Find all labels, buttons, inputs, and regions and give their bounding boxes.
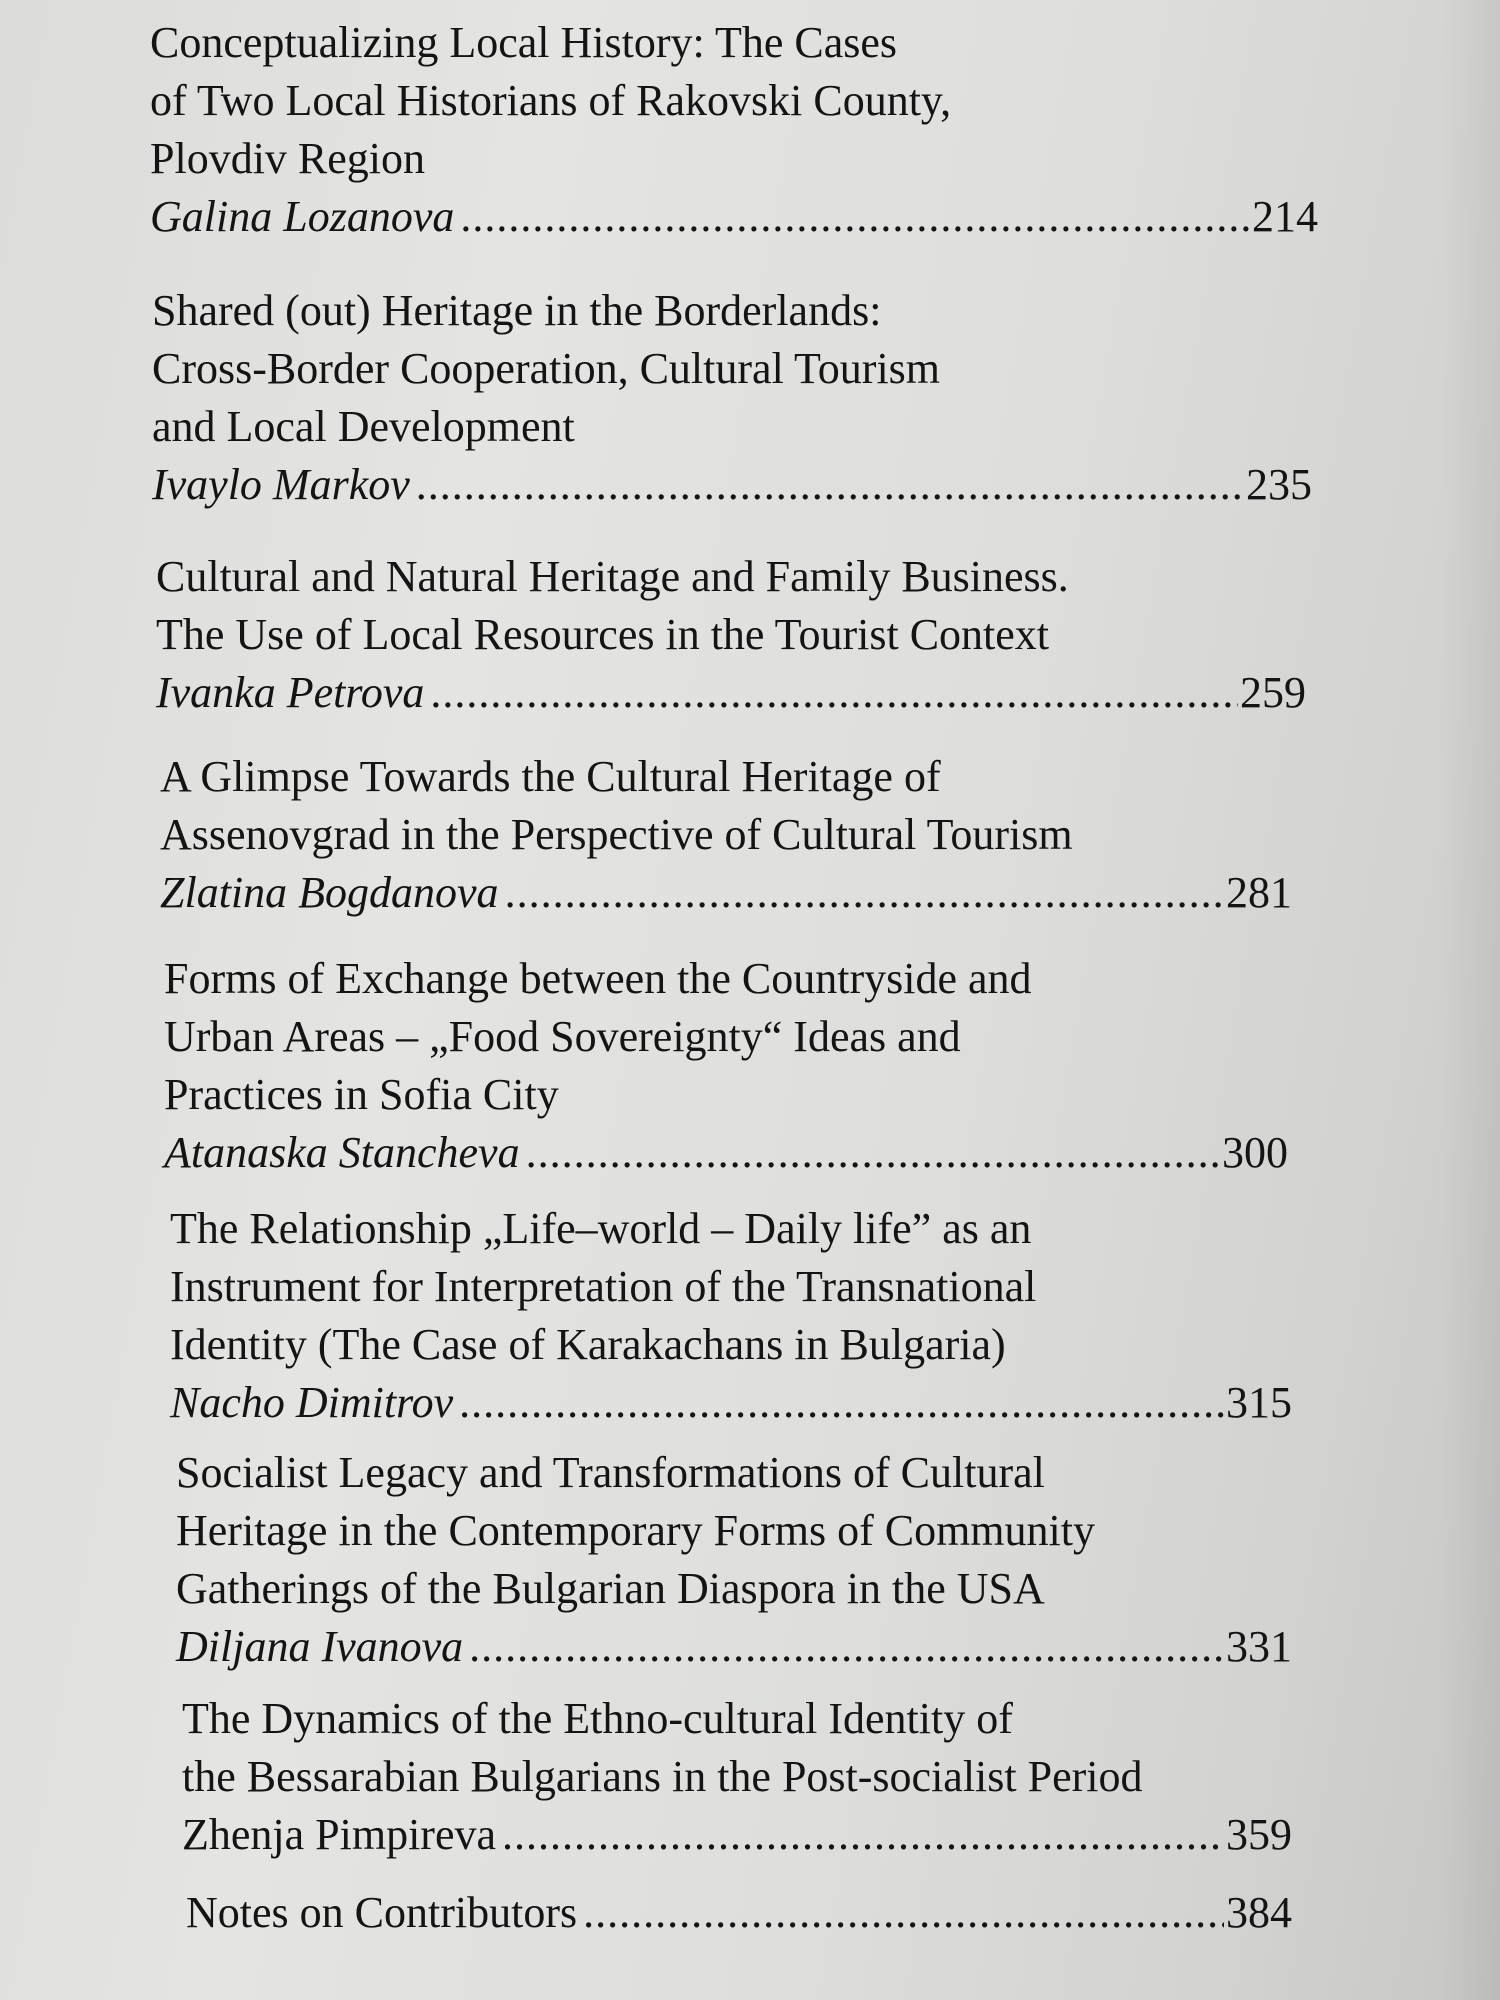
toc-entry — [170, 1200, 1330, 1432]
entry-title-line: Cultural and Natural Heritage and Family Business. — [156, 552, 1069, 601]
entry-page-number: 259 — [1240, 668, 1306, 717]
toc-entry — [152, 282, 1312, 514]
entry-title-line: Instrument for Interpretation of the Transnational — [170, 1262, 1037, 1311]
author-page-line — [150, 188, 1318, 246]
toc-entry — [176, 1444, 1336, 1676]
author-page-line — [156, 664, 1306, 722]
entry-author: Ivanka Petrova — [156, 668, 425, 717]
entry-title-line: and Local Development — [152, 402, 575, 451]
entry-author: Nacho Dimitrov — [170, 1378, 454, 1427]
author-page-line — [152, 456, 1312, 514]
entry-author: Atanaska Stancheva — [164, 1128, 520, 1177]
dot-leader — [526, 1124, 1220, 1182]
toc-entry — [156, 548, 1316, 722]
notes-on-contributors-label: Notes on Contributors — [186, 1888, 578, 1937]
entry-title-line: the Bessarabian Bulgarians in the Post-socialist Period — [182, 1752, 1143, 1801]
entry-title-line: Cross-Border Cooperation, Cultural Tourism — [152, 344, 941, 393]
entry-title-line: The Use of Local Resources in the Tourist Context — [156, 610, 1050, 659]
entry-title-line: Practices in Sofia City — [164, 1070, 559, 1119]
dot-leader — [416, 456, 1244, 514]
entry-title-line: Heritage in the Contemporary Forms of Community — [176, 1506, 1095, 1555]
dot-leader — [505, 864, 1224, 922]
entry-title-line: of Two Local Historians of Rakovski County, — [150, 76, 952, 125]
entry-title-line: Forms of Exchange between the Countryside and — [164, 954, 1032, 1003]
author-page-line — [164, 1124, 1288, 1182]
entry-author: Zlatina Bogdanova — [160, 868, 499, 917]
entry-author: Galina Lozanova — [150, 192, 455, 241]
toc-entry — [182, 1690, 1342, 1864]
dot-leader — [459, 1374, 1224, 1432]
entry-title-line: Socialist Legacy and Transformations of Cultural — [176, 1448, 1045, 1497]
author-page-line — [170, 1374, 1292, 1432]
entry-title-line: The Dynamics of the Ethno-cultural Identity of — [182, 1694, 1013, 1743]
entry-page-number: 214 — [1252, 192, 1318, 241]
entry-page-number: 359 — [1226, 1810, 1292, 1859]
dot-leader — [430, 664, 1238, 722]
entry-page-number: 281 — [1226, 868, 1292, 917]
entry-author: Zhenja Pimpireva — [182, 1810, 497, 1859]
page-edge-shadow — [1440, 0, 1500, 2000]
dot-leader — [469, 1618, 1224, 1676]
toc-entry — [186, 1868, 1346, 1942]
entry-page-number: 315 — [1226, 1378, 1292, 1427]
dot-leader — [583, 1884, 1224, 1942]
entry-author: Diljana Ivanova — [176, 1622, 464, 1671]
toc-entry — [160, 748, 1320, 922]
dot-leader — [502, 1806, 1224, 1864]
entry-title-line: A Glimpse Towards the Cultural Heritage of — [160, 752, 941, 801]
toc-entry — [164, 950, 1324, 1182]
entry-page-number: 331 — [1226, 1622, 1292, 1671]
entry-page-number: 384 — [1226, 1888, 1292, 1937]
entry-page-number: 300 — [1222, 1128, 1288, 1177]
entry-title-line: Conceptualizing Local History: The Cases — [150, 18, 898, 67]
dot-leader — [460, 188, 1250, 246]
author-page-line — [160, 864, 1292, 922]
entry-title-line: Plovdiv Region — [150, 134, 426, 183]
entry-title-line: Gatherings of the Bulgarian Diaspora in the USA — [176, 1564, 1045, 1613]
toc-entry — [150, 14, 1318, 246]
entry-page-number: 235 — [1246, 460, 1312, 509]
entry-title-line: Urban Areas – „Food Sovereignty“ Ideas and — [164, 1012, 961, 1061]
author-page-line — [186, 1884, 1292, 1942]
entry-title-line: Assenovgrad in the Perspective of Cultural Tourism — [160, 810, 1073, 859]
entry-title-line: Shared (out) Heritage in the Borderlands: — [152, 286, 882, 335]
author-page-line — [182, 1806, 1292, 1864]
entry-author: Ivaylo Markov — [152, 460, 410, 509]
entry-title-line: Identity (The Case of Karakachans in Bulgaria) — [170, 1320, 1006, 1369]
author-page-line — [176, 1618, 1292, 1676]
entry-title-line: The Relationship „Life–world – Daily life” as an — [170, 1204, 1032, 1253]
